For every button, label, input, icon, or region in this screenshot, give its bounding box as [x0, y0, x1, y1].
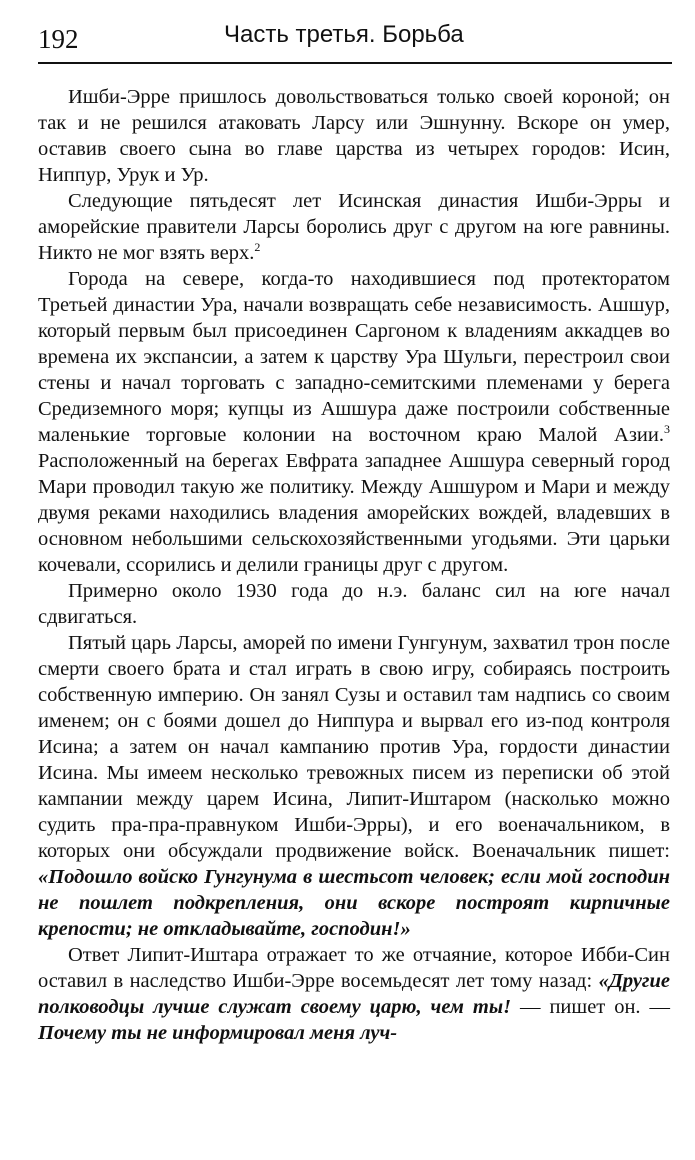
- page-number: 192: [38, 24, 79, 54]
- paragraph: [38, 578, 670, 630]
- paragraph-text: Следующие пятьдесят лет Исинская династия Ишби-Эрры и аморейские правители Ларсы боролись друг с другом на юге равнины. Никто не мог взять верх.: [38, 190, 670, 264]
- paragraph-text: Пятый царь Ларсы, аморей по имени Гунгунум, захватил трон после смерти своего брата и стал играть в свою игру, собираясь построить собственную империю. Он занял Сузы и оставил там надпись со своим именем; он с боями дошел до Ниппура и вырвал его из-под контроля Исина; а затем он начал кампанию против Ура, гордости династии Исина. Мы имеем несколько тревожных писем из переписки об этой кампании между царем Исина, Липит-Иштаром (насколько можно судить пра-пра-правнуком Ишби-Эрры), и его военачальником, в которых они обсуждали продвижение войск. Военачальник пишет:: [38, 632, 670, 862]
- paragraph-text: Ответ Липит-Иштара отражает то же отчаяние, которое Ибби-Син оставил в наследство Ишби-Эрре восемьдесят лет тому назад:: [38, 944, 670, 992]
- footnote-marker: 2: [254, 240, 261, 255]
- body-text: [38, 84, 670, 1046]
- quotation-continued: Почему ты не информировал меня луч-: [38, 1022, 398, 1044]
- quotation: «Другие полководцы лучше служат своему царю, чем ты!: [38, 970, 670, 1018]
- paragraph-text: Примерно около 1930 года до н.э. баланс сил на юге начал сдвигаться.: [38, 580, 670, 628]
- quotation: «Подошло войско Гунгунума в шестьсот человек; если мой господин не пошлет подкрепления, они вскоре построят кирпичные крепости; не откладывайте, господин!»: [38, 866, 670, 940]
- paragraph: [38, 188, 670, 266]
- page-header: [38, 14, 672, 60]
- paragraph-text-continued: — пишет он. —: [520, 996, 670, 1018]
- paragraph: [38, 630, 670, 942]
- header-rule: [38, 62, 672, 64]
- paragraph-text: Города на севере, когда-то находившиеся под протекторатом Третьей династии Ура, начали возвращать себе независимость. Ашшур, который первым был присоединен Саргоном к владениям аккадцев во времена их экспансии, а затем к царству Ура Шульги, перестроил свои стены и начал торговать с западно-семитскими племенами у берега Средиземного моря; купцы из Ашшура даже построили собственные маленькие торговые колонии на восточном краю Малой Азии.: [38, 268, 670, 446]
- paragraph: [38, 942, 670, 1046]
- running-head: Часть третья. Борьба: [224, 21, 464, 48]
- paragraph-text-continued: Расположенный на берегах Евфрата западнее Ашшура северный город Мари проводил такую же политику. Между Ашшуром и Мари и между двумя реками находились владения аморейских вождей, владевших в основном небольшими сельскохозяйственными угодьями. Эти царьки кочевали, ссорились и делили границы друг с другом.: [38, 450, 670, 576]
- paragraph: [38, 266, 670, 578]
- paragraph: [38, 84, 670, 188]
- paragraph-text: Ишби-Эрре пришлось довольствоваться только своей короной; он так и не решился атаковать Ларсу или Эшнунну. Вскоре он умер, оставив своего сына во главе царства из четырех городов: Исин, Ниппур, Урук и Ур.: [38, 86, 670, 186]
- footnote-marker: 3: [664, 422, 670, 437]
